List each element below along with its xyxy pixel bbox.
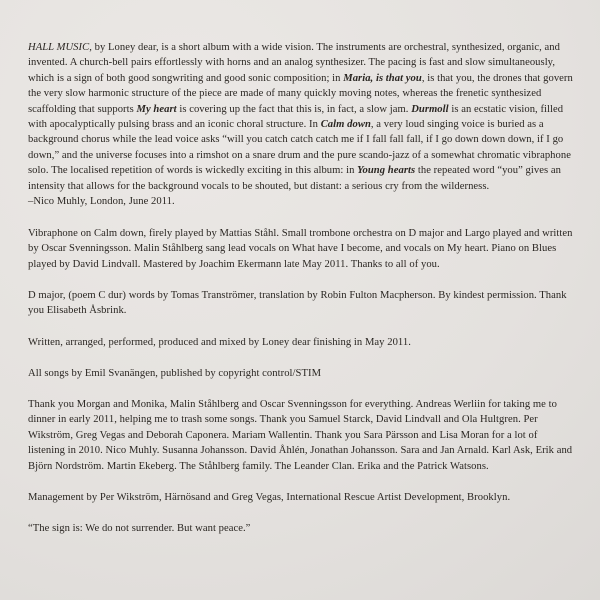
liner-notes-page xyxy=(28,40,576,552)
song-title: Calm down xyxy=(320,119,371,131)
intro-text: is an ecstatic vision, filled with apocalyptically pulsing brass and an iconic choral structure. In xyxy=(28,103,564,131)
album-title: HALL MUSIC xyxy=(28,42,90,53)
intro-text: the repeated word “you” gives an intensity that allows for the background vocals to be shouted, but distant: a serious cry from the wilderness. xyxy=(28,165,561,192)
intro-text: is covering up the fact that this is, in fact, a slow jam. xyxy=(176,103,412,115)
intro-paragraph xyxy=(28,40,576,209)
credits-vibraphone: Vibraphone on Calm down, firely played by Mattias Ståhl. Small trombone orchestra on D major and Largo played and written by Oscar Svenningsson. Malin Ståhlberg sang lead vocals on What have I become, and vocals on My heart. Piano on Blues played by David Lindvall. Mastered by Joachim Ekermann late May 2011. Thanks to all of you. xyxy=(28,227,573,270)
song-title: Maria, is that you xyxy=(343,72,422,84)
credits-written: Written, arranged, performed, produced and mixed by Loney dear finishing in May 2011. xyxy=(28,336,411,348)
song-title: My heart xyxy=(136,103,177,115)
song-title: Young hearts xyxy=(357,165,416,177)
intro-text: , a very loud singing voice is buried as a background chorus while the lead voice asks “will you catch catch catch me if I fall fall fall, if I go down down down, if I go down,” and the universe focuses into a rimshot on a snare drum and the pure scando-jazz of a somewhat chromatic vibraphone solo. The localised repetition of words is wickedly exciting in this album: in xyxy=(28,119,571,177)
closing-quote: “The sign is: We do not surrender. But want peace.” xyxy=(28,523,251,535)
credits-songs: All songs by Emil Svanängen, published by copyright control/STIM xyxy=(28,367,322,379)
intro-signature: –Nico Muhly, London, June 2011. xyxy=(28,196,175,208)
song-title: Durmoll xyxy=(411,103,449,115)
intro-text: , is that you, the drones that govern the very slow harmonic structure of the piece are made of many quickly moving notes, whereas the frenetic synthesized scaffolding that supports xyxy=(28,72,573,115)
intro-text: , by Loney dear, is a short album with a wide vision. The instruments are orchestral, synthesized, organic, and invented. A church-bell pairs effortlessly with horns and an analog synthesizer. The pacing is fast and slow simultaneously, which is a sign of both good songwriting and good sonic composition; in xyxy=(28,42,560,84)
credits-d-major: D major, (poem C dur) words by Tomas Tranströmer, translation by Robin Fulton Macpherson. By kindest permission. Thank you Elisabeth Åsbrink. xyxy=(28,289,567,317)
thanks-paragraph: Thank you Morgan and Monika, Malin Ståhlberg and Oscar Svenningsson for everything. Andreas Werliin for taking me to dinner in early 2011, helping me to trash some songs. Thank you Samuel Starck, David Lindvall and Ola Hultgren. Per Wikström, Greg Vegas and Deborah Caponera. Mariam Wallentin. Thank you Sara Pärsson and Lisa Moran for a lot of listening in 2010. Nico Muhly. Susanna Johansson. David Åhlén, Jonathan Johansson. Sara and Jan Arnald. Karl Ask, Erik and Björn Nordström. Martin Ekeberg. The Ståhlberg family. The Leander Clan. Erika and the Patrick Watsons. xyxy=(28,399,573,472)
management-credit: Management by Per Wikström, Härnösand and Greg Vegas, International Rescue Artist Development, Brooklyn. xyxy=(28,491,511,503)
